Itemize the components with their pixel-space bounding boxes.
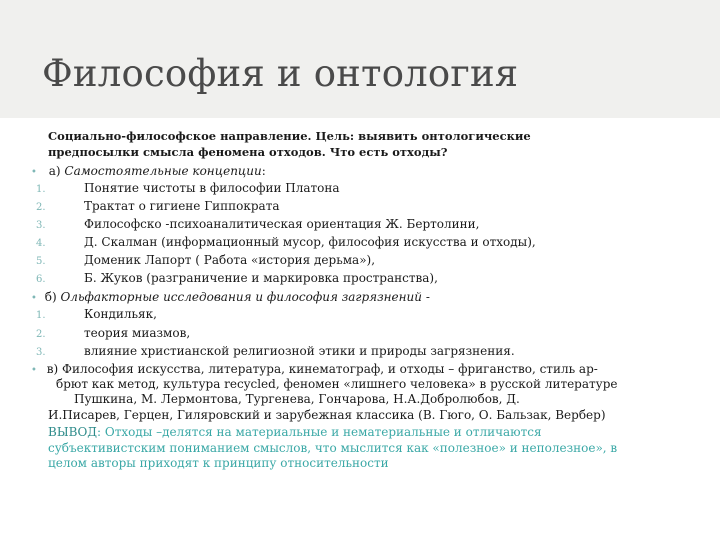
intro-line-1: Социально-философское направление. Цель: выявить онтологические <box>48 129 531 143</box>
list-item-text: влияние христианской религиозной этики и природы загрязнения. <box>84 344 515 358</box>
list-item <box>36 306 46 324</box>
list-number: 5. <box>36 256 46 267</box>
list-item-text: Понятие чистоты в философии Платона <box>84 181 340 195</box>
list-number: 2. <box>36 202 46 213</box>
list-item <box>36 216 46 234</box>
intro-line-2: предпосылки смысла феномена отходов. Что есть отходы? <box>48 145 448 159</box>
bullet-icon: • <box>31 365 37 376</box>
section-a-label: Самостоятельные концепции <box>64 164 262 178</box>
conclusion-line-2: субъективистским пониманием смыслов, что мыслится как «полезное» и неполезное», в <box>48 441 618 455</box>
list-item <box>36 234 46 252</box>
list-number: 1. <box>36 184 46 195</box>
list-number: 6. <box>36 274 46 285</box>
list-number: 3. <box>36 347 46 358</box>
list-item-text: Трактат о гигиене Гиппократа <box>84 199 280 213</box>
list-item <box>36 343 46 361</box>
section-a-prefix: а) <box>48 164 65 178</box>
conclusion-text: : Отходы –делятся на материальные и нематериальные и отличаются <box>97 425 542 439</box>
conclusion-line-3: целом авторы приходят к принципу относительности <box>48 456 389 470</box>
conclusion-line-1 <box>48 424 542 440</box>
section-c-line-2: брют как метод, культура recycled, феномен «лишнего человека» в русской литературе <box>56 377 618 391</box>
section-b <box>31 289 430 307</box>
list-item <box>36 180 46 198</box>
list-item <box>36 198 46 216</box>
section-c-line-1: в) Философия искусства, литература, кинематограф, и отходы – фриганство, стиль ар- <box>46 362 598 376</box>
list-number: 2. <box>36 329 46 340</box>
list-item-text: Кондильяк, <box>84 307 157 321</box>
section-a-suffix: : <box>261 164 266 178</box>
section-c-line-4: И.Писарев, Герцен, Гиляровский и зарубежная классика (В. Гюго, О. Бальзак, Вербер) <box>48 408 606 422</box>
bullet-icon: • <box>31 167 37 178</box>
section-c-line-3: Пушкина, М. Лермонтова, Тургенева, Гончарова, Н.А.Добролюбов, Д. <box>74 392 520 406</box>
section-b-prefix: б) <box>44 290 61 304</box>
bullet-icon: • <box>31 293 37 304</box>
list-item-text: теория миазмов, <box>84 326 191 340</box>
list-item-text: Доменик Лапорт ( Работа «история дерьма»), <box>84 253 376 267</box>
list-item <box>36 270 46 288</box>
section-b-suffix: - <box>422 290 430 304</box>
list-item-text: Философско -психоаналитическая ориентация Ж. Бертолини, <box>84 217 480 231</box>
section-b-label: Ольфакторные исследования и философия загрязнений <box>60 290 423 304</box>
conclusion-label: ВЫВОД <box>48 425 98 439</box>
list-item-text: Д. Скалман (информационный мусор, философия искусства и отходы), <box>84 235 536 249</box>
list-item-text: Б. Жуков (разграничение и маркировка пространства), <box>84 271 438 285</box>
list-number: 3. <box>36 220 46 231</box>
list-number: 4. <box>36 238 46 249</box>
section-a <box>31 163 266 181</box>
slide-title: Философия и онтология <box>42 52 519 95</box>
list-item <box>36 252 46 270</box>
list-number: 1. <box>36 310 46 321</box>
list-item <box>36 325 46 343</box>
